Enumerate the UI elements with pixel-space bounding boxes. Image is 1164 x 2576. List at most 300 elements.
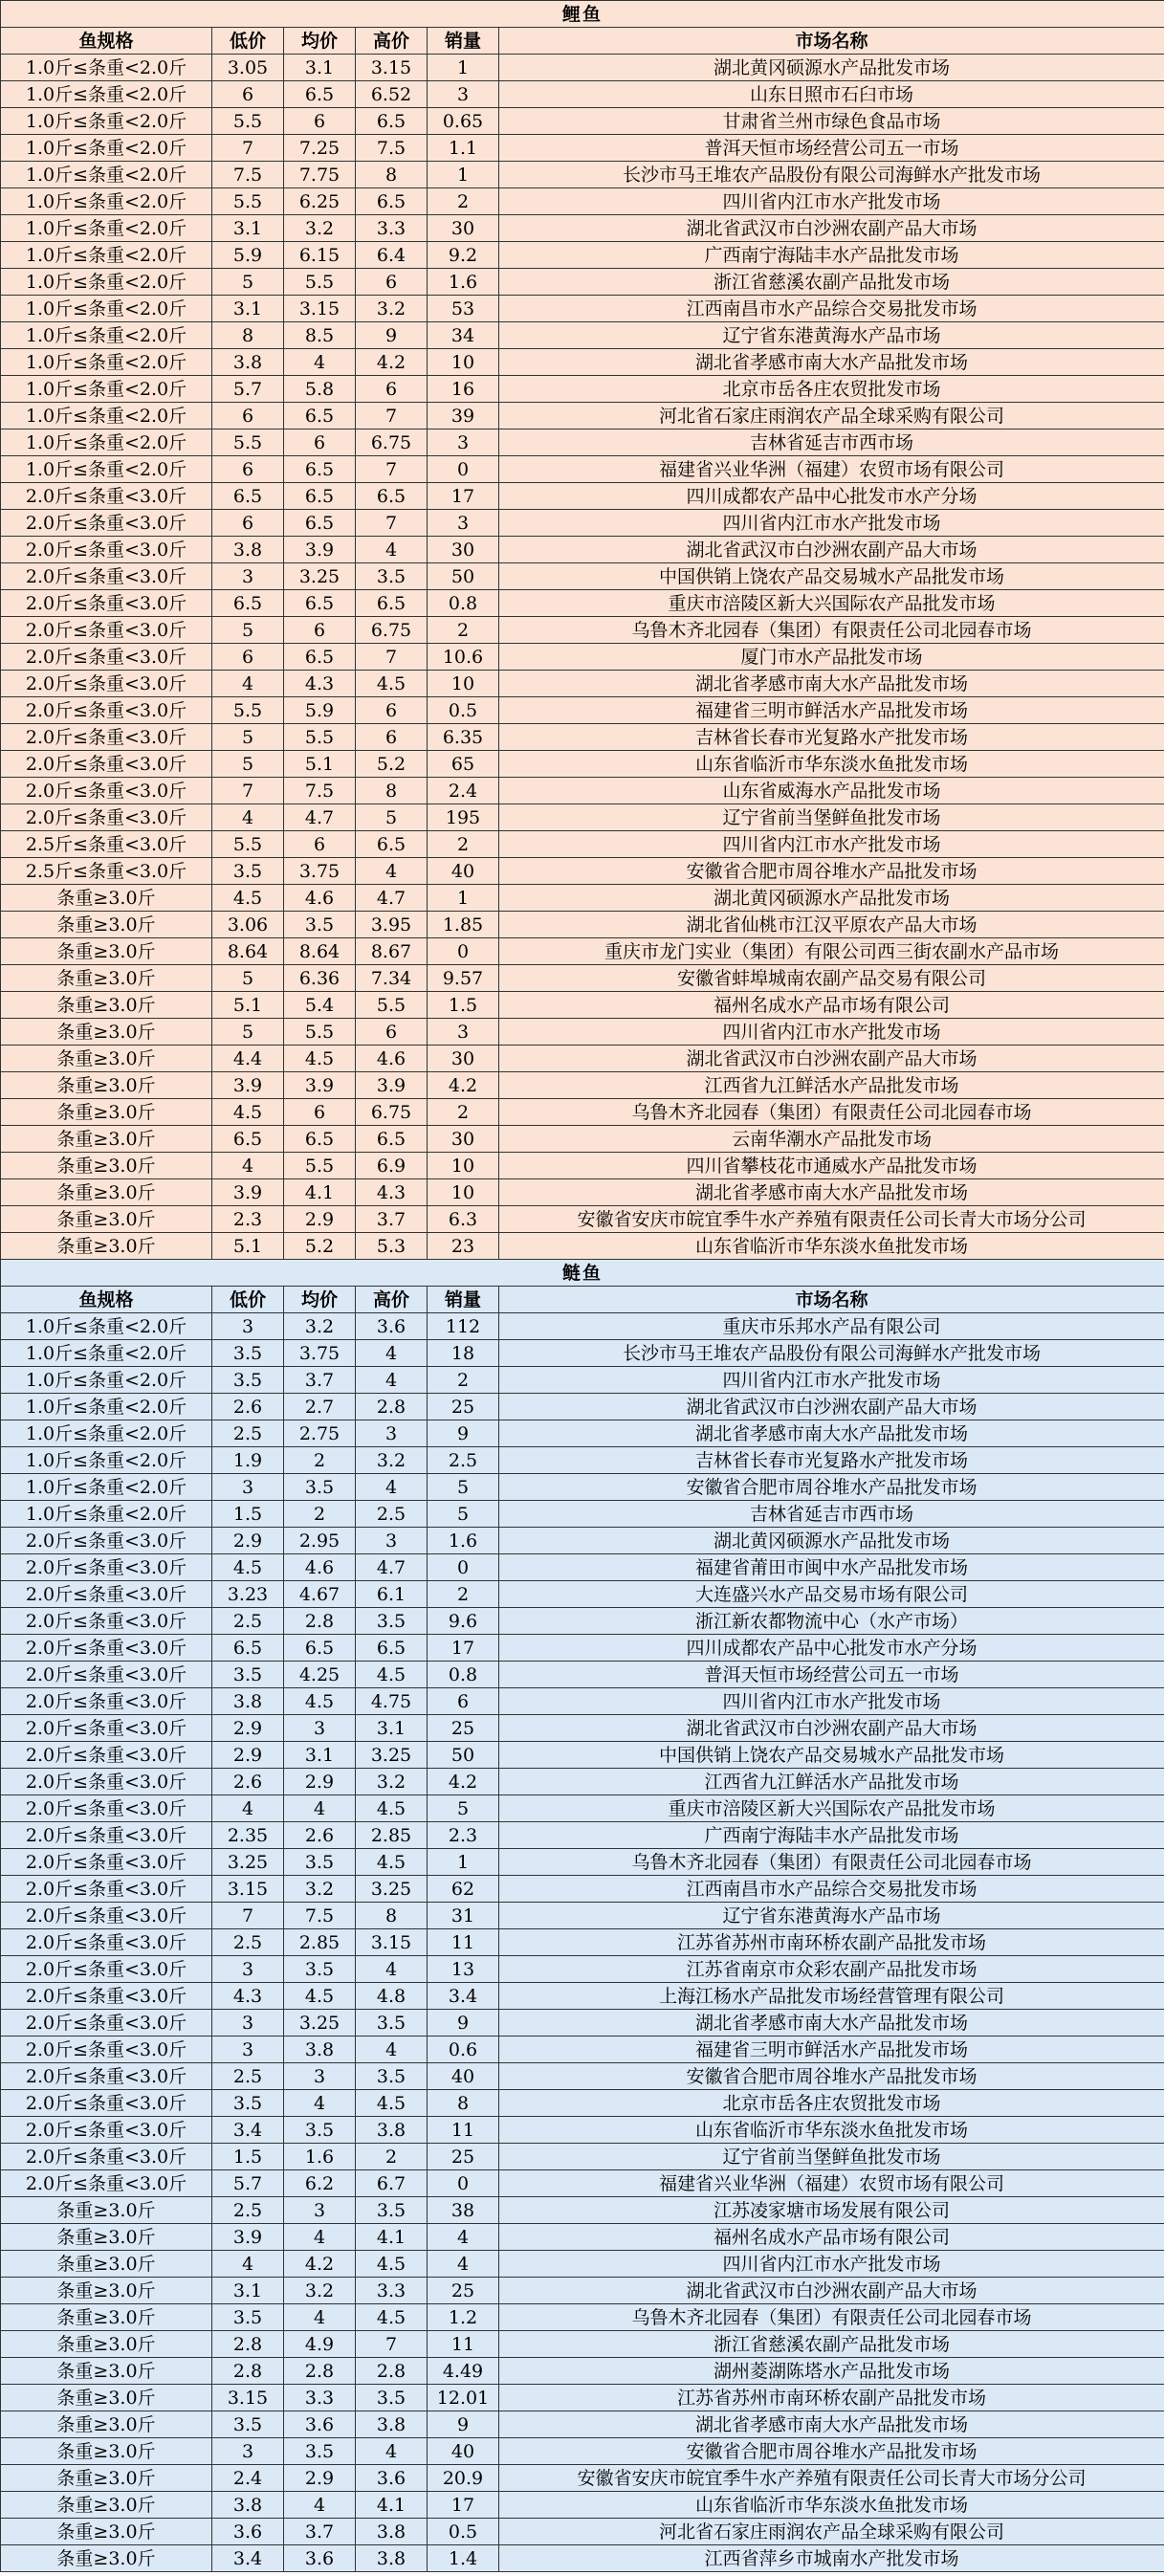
volume-cell: 62 — [428, 1876, 499, 1903]
high-price-cell: 3.2 — [356, 296, 428, 322]
high-price-cell: 5.3 — [356, 1233, 428, 1260]
high-price-cell: 3.15 — [356, 55, 428, 81]
spec-cell: 2.0斤≤条重<3.0斤 — [1, 2170, 212, 2197]
high-price-cell: 3.6 — [356, 1313, 428, 1340]
avg-price-cell: 7.75 — [284, 162, 356, 188]
high-price-cell: 6.75 — [356, 617, 428, 644]
avg-price-cell: 2.9 — [284, 1206, 356, 1233]
market-name-cell: 湖北省仙桃市江汉平原农产品大市场 — [499, 912, 1164, 938]
low-price-cell: 4 — [212, 804, 284, 831]
spec-cell: 2.0斤≤条重<3.0斤 — [1, 1528, 212, 1554]
high-price-cell: 3.5 — [356, 563, 428, 590]
avg-price-cell: 3.15 — [284, 296, 356, 322]
avg-price-cell: 6 — [284, 831, 356, 858]
table-row — [1, 1099, 1164, 1126]
table-row — [1, 617, 1164, 644]
market-name-cell: 河北省石家庄雨润农产品全球采购有限公司 — [499, 403, 1164, 429]
high-price-cell: 3.6 — [356, 2465, 428, 2492]
spec-cell: 2.0斤≤条重<3.0斤 — [1, 1795, 212, 1822]
table-row — [1, 322, 1164, 349]
spec-cell: 条重≥3.0斤 — [1, 2545, 212, 2572]
volume-cell: 0 — [428, 2170, 499, 2197]
high-price-cell: 3.5 — [356, 2197, 428, 2224]
low-price-cell: 3 — [212, 2037, 284, 2063]
high-price-cell: 6.7 — [356, 2170, 428, 2197]
spec-cell: 2.0斤≤条重<3.0斤 — [1, 1822, 212, 1849]
volume-cell: 4 — [428, 2224, 499, 2251]
spec-cell: 2.0斤≤条重<3.0斤 — [1, 1876, 212, 1903]
volume-cell: 2.5 — [428, 1447, 499, 1474]
spec-cell: 1.0斤≤条重<2.0斤 — [1, 349, 212, 376]
table-row — [1, 2438, 1164, 2465]
table-row — [1, 188, 1164, 215]
avg-price-cell: 4.9 — [284, 2331, 356, 2358]
low-price-header: 低价 — [212, 28, 284, 55]
volume-cell: 25 — [428, 2278, 499, 2304]
table-row — [1, 1929, 1164, 1956]
volume-cell: 6.35 — [428, 724, 499, 751]
table-row — [1, 2224, 1164, 2251]
avg-price-cell: 3 — [284, 2197, 356, 2224]
market-name-cell: 安徽省合肥市周谷堆水产品批发市场 — [499, 858, 1164, 885]
market-name-cell: 乌鲁木齐北园春（集团）有限责任公司北园春市场 — [499, 2304, 1164, 2331]
avg-price-cell: 3.9 — [284, 1072, 356, 1099]
spec-cell: 条重≥3.0斤 — [1, 1153, 212, 1179]
table-row — [1, 2090, 1164, 2117]
high-price-cell: 6 — [356, 376, 428, 403]
avg-price-cell: 2.9 — [284, 1769, 356, 1795]
spec-cell: 条重≥3.0斤 — [1, 1099, 212, 1126]
high-price-cell: 3 — [356, 1528, 428, 1554]
volume-cell: 4.2 — [428, 1769, 499, 1795]
market-name-cell: 湖北黄冈硕源水产品批发市场 — [499, 1528, 1164, 1554]
volume-cell: 0.6 — [428, 2037, 499, 2063]
volume-cell: 12.01 — [428, 2385, 499, 2411]
low-price-cell: 6 — [212, 510, 284, 537]
volume-cell: 20.9 — [428, 2465, 499, 2492]
market-name-cell: 湖北省孝感市南大水产品批发市场 — [499, 1420, 1164, 1447]
spec-cell: 1.0斤≤条重<2.0斤 — [1, 296, 212, 322]
spec-cell: 条重≥3.0斤 — [1, 1019, 212, 1046]
market-name-cell: 湖北省孝感市南大水产品批发市场 — [499, 671, 1164, 697]
low-price-cell: 5.7 — [212, 2170, 284, 2197]
market-name-cell: 广西南宁海陆丰水产品批发市场 — [499, 242, 1164, 269]
market-name-cell: 安徽省合肥市周谷堆水产品批发市场 — [499, 2438, 1164, 2465]
volume-cell: 1 — [428, 885, 499, 912]
market-name-cell: 山东省临沂市华东淡水鱼批发市场 — [499, 1233, 1164, 1260]
low-price-cell: 7 — [212, 1903, 284, 1929]
avg-price-cell: 3.1 — [284, 1742, 356, 1769]
table-row — [1, 590, 1164, 617]
market-name-cell: 吉林省长春市光复路水产批发市场 — [499, 724, 1164, 751]
high-price-header: 高价 — [356, 1287, 428, 1313]
market-name-cell: 上海江杨水产品批发市场经营管理有限公司 — [499, 1983, 1164, 2010]
avg-price-cell: 3.7 — [284, 2519, 356, 2545]
market-name-cell: 安徽省蚌埠城南农副产品交易有限公司 — [499, 965, 1164, 992]
table-row — [1, 1635, 1164, 1662]
market-name-cell: 乌鲁木齐北园春（集团）有限责任公司北园春市场 — [499, 1099, 1164, 1126]
low-price-cell: 6.5 — [212, 590, 284, 617]
spec-cell: 2.0斤≤条重<3.0斤 — [1, 697, 212, 724]
volume-cell: 1 — [428, 55, 499, 81]
avg-price-cell: 4.7 — [284, 804, 356, 831]
avg-price-cell: 6.5 — [284, 81, 356, 108]
avg-price-cell: 3.6 — [284, 2411, 356, 2438]
avg-price-cell: 2.9 — [284, 2465, 356, 2492]
high-price-cell: 4 — [356, 1956, 428, 1983]
volume-header: 销量 — [428, 1287, 499, 1313]
avg-price-cell: 5.5 — [284, 1019, 356, 1046]
market-name-cell: 福建省莆田市闽中水产品批发市场 — [499, 1554, 1164, 1581]
market-name-cell: 安徽省合肥市周谷堆水产品批发市场 — [499, 2063, 1164, 2090]
table-row — [1, 2358, 1164, 2385]
volume-cell: 1.6 — [428, 1528, 499, 1554]
high-price-cell: 5 — [356, 804, 428, 831]
avg-price-cell: 3.5 — [284, 2438, 356, 2465]
high-price-cell: 6.5 — [356, 483, 428, 510]
volume-cell: 1.1 — [428, 135, 499, 162]
market-name-cell: 普洱天恒市场经营公司五一市场 — [499, 1662, 1164, 1688]
volume-cell: 9.6 — [428, 1608, 499, 1635]
low-price-cell: 3.5 — [212, 1340, 284, 1367]
low-price-cell: 3 — [212, 1474, 284, 1501]
spec-cell: 1.0斤≤条重<2.0斤 — [1, 1420, 212, 1447]
high-price-cell: 7.5 — [356, 135, 428, 162]
avg-price-cell: 6 — [284, 429, 356, 456]
table-row — [1, 2037, 1164, 2063]
table-row — [1, 2251, 1164, 2278]
spec-cell: 条重≥3.0斤 — [1, 2465, 212, 2492]
table-row — [1, 2010, 1164, 2037]
table-row — [1, 2304, 1164, 2331]
avg-price-cell: 4 — [284, 349, 356, 376]
low-price-cell: 3.9 — [212, 1179, 284, 1206]
low-price-cell: 4 — [212, 671, 284, 697]
market-name-cell: 重庆市涪陵区新大兴国际农产品批发市场 — [499, 590, 1164, 617]
market-name-cell: 湖北省孝感市南大水产品批发市场 — [499, 2411, 1164, 2438]
market-name-cell: 福州名成水产品市场有限公司 — [499, 2224, 1164, 2251]
table-row — [1, 376, 1164, 403]
volume-cell: 2 — [428, 188, 499, 215]
volume-cell: 3 — [428, 510, 499, 537]
volume-cell: 9 — [428, 2411, 499, 2438]
avg-price-cell: 6.5 — [284, 1635, 356, 1662]
avg-price-cell: 4 — [284, 2492, 356, 2519]
market-name-cell: 湖北黄冈硕源水产品批发市场 — [499, 55, 1164, 81]
table-row — [1, 1126, 1164, 1153]
spec-cell: 1.0斤≤条重<2.0斤 — [1, 1447, 212, 1474]
high-price-cell: 4.1 — [356, 2224, 428, 2251]
low-price-cell: 2.5 — [212, 1420, 284, 1447]
market-name-cell: 安徽省安庆市皖宜季牛水产养殖有限责任公司长青大市场分公司 — [499, 2465, 1164, 2492]
table-row — [1, 2063, 1164, 2090]
high-price-cell: 6.5 — [356, 831, 428, 858]
spec-cell: 2.0斤≤条重<3.0斤 — [1, 644, 212, 671]
avg-price-cell: 3.7 — [284, 1367, 356, 1394]
silver-carp-section — [1, 1260, 1164, 2572]
table-row — [1, 1769, 1164, 1795]
market-name-cell: 湖北省武汉市白沙洲农副产品大市场 — [499, 2278, 1164, 2304]
volume-cell: 30 — [428, 1126, 499, 1153]
high-price-cell: 3 — [356, 1420, 428, 1447]
table-row — [1, 1501, 1164, 1528]
table-row — [1, 2170, 1164, 2197]
spec-cell: 2.0斤≤条重<3.0斤 — [1, 2090, 212, 2117]
volume-cell: 1.6 — [428, 269, 499, 296]
table-row — [1, 215, 1164, 242]
spec-cell: 2.0斤≤条重<3.0斤 — [1, 804, 212, 831]
table-row — [1, 1528, 1164, 1554]
avg-price-cell: 3.5 — [284, 1849, 356, 1876]
spec-cell: 1.0斤≤条重<2.0斤 — [1, 1474, 212, 1501]
carp-section — [1, 1, 1164, 1260]
spec-cell: 2.0斤≤条重<3.0斤 — [1, 1903, 212, 1929]
spec-cell: 1.0斤≤条重<2.0斤 — [1, 135, 212, 162]
low-price-cell: 2.8 — [212, 2331, 284, 2358]
low-price-cell: 2.6 — [212, 1394, 284, 1420]
avg-price-cell: 7.5 — [284, 778, 356, 804]
market-name-cell: 江苏省苏州市南环桥农副产品批发市场 — [499, 2385, 1164, 2411]
market-name-cell: 中国供销上饶农产品交易城水产品批发市场 — [499, 1742, 1164, 1769]
avg-price-cell: 3 — [284, 2063, 356, 2090]
avg-price-cell: 3.9 — [284, 537, 356, 563]
table-row — [1, 1394, 1164, 1420]
high-price-cell: 3.8 — [356, 2411, 428, 2438]
high-price-cell: 4.5 — [356, 1849, 428, 1876]
low-price-cell: 6 — [212, 644, 284, 671]
low-price-cell: 3.5 — [212, 2411, 284, 2438]
volume-cell: 23 — [428, 1233, 499, 1260]
spec-cell: 1.0斤≤条重<2.0斤 — [1, 269, 212, 296]
spec-cell: 2.0斤≤条重<3.0斤 — [1, 1581, 212, 1608]
market-name-cell: 重庆市乐邦水产品有限公司 — [499, 1313, 1164, 1340]
high-price-cell: 6.5 — [356, 188, 428, 215]
spec-cell: 2.0斤≤条重<3.0斤 — [1, 1554, 212, 1581]
table-row — [1, 2331, 1164, 2358]
spec-cell: 2.0斤≤条重<3.0斤 — [1, 1956, 212, 1983]
low-price-cell: 1.5 — [212, 1501, 284, 1528]
avg-price-cell: 1.6 — [284, 2144, 356, 2170]
avg-price-cell: 6.5 — [284, 1126, 356, 1153]
low-price-cell: 1.5 — [212, 2144, 284, 2170]
market-name-cell: 福建省兴业华洲（福建）农贸市场有限公司 — [499, 456, 1164, 483]
avg-price-cell: 4.2 — [284, 2251, 356, 2278]
low-price-cell: 3.1 — [212, 215, 284, 242]
low-price-cell: 3.4 — [212, 2117, 284, 2144]
spec-cell: 1.0斤≤条重<2.0斤 — [1, 215, 212, 242]
low-price-cell: 6 — [212, 403, 284, 429]
high-price-cell: 6.52 — [356, 81, 428, 108]
spec-cell: 条重≥3.0斤 — [1, 1126, 212, 1153]
market-name-header: 市场名称 — [499, 1287, 1164, 1313]
low-price-cell: 5.5 — [212, 831, 284, 858]
spec-cell: 2.0斤≤条重<3.0斤 — [1, 2063, 212, 2090]
market-name-cell: 湖北省武汉市白沙洲农副产品大市场 — [499, 537, 1164, 563]
low-price-cell: 2.5 — [212, 2197, 284, 2224]
low-price-cell: 2.3 — [212, 1206, 284, 1233]
spec-cell: 2.0斤≤条重<3.0斤 — [1, 1849, 212, 1876]
market-name-cell: 河北省石家庄雨润农产品全球采购有限公司 — [499, 2519, 1164, 2545]
high-price-cell: 3.3 — [356, 215, 428, 242]
avg-price-cell: 3.5 — [284, 912, 356, 938]
market-name-cell: 北京市岳各庄农贸批发市场 — [499, 2090, 1164, 2117]
spec-cell: 2.5斤≤条重<3.0斤 — [1, 831, 212, 858]
avg-price-cell: 2 — [284, 1501, 356, 1528]
market-name-cell: 吉林省延吉市西市场 — [499, 1501, 1164, 1528]
spec-cell: 2.0斤≤条重<3.0斤 — [1, 778, 212, 804]
table-row — [1, 2545, 1164, 2572]
high-price-cell: 3.25 — [356, 1876, 428, 1903]
low-price-cell: 5 — [212, 751, 284, 778]
high-price-cell: 5.2 — [356, 751, 428, 778]
market-name-cell: 辽宁省东港黄海水产品市场 — [499, 1903, 1164, 1929]
volume-cell: 65 — [428, 751, 499, 778]
table-row — [1, 1072, 1164, 1099]
spec-cell: 2.0斤≤条重<3.0斤 — [1, 1929, 212, 1956]
low-price-cell: 3 — [212, 2438, 284, 2465]
volume-cell: 195 — [428, 804, 499, 831]
table-row — [1, 1153, 1164, 1179]
market-name-cell: 浙江省慈溪农副产品批发市场 — [499, 2331, 1164, 2358]
volume-cell: 10.6 — [428, 644, 499, 671]
spec-cell: 条重≥3.0斤 — [1, 912, 212, 938]
low-price-cell: 2.9 — [212, 1528, 284, 1554]
low-price-cell: 5 — [212, 617, 284, 644]
market-name-cell: 四川省攀枝花市通威水产品批发市场 — [499, 1153, 1164, 1179]
low-price-cell: 3 — [212, 563, 284, 590]
high-price-cell: 3.7 — [356, 1206, 428, 1233]
table-row — [1, 1581, 1164, 1608]
volume-cell: 3 — [428, 81, 499, 108]
table-row — [1, 1233, 1164, 1260]
volume-cell: 2 — [428, 831, 499, 858]
avg-price-cell: 6.2 — [284, 2170, 356, 2197]
low-price-cell: 3.15 — [212, 2385, 284, 2411]
avg-price-cell: 3.75 — [284, 1340, 356, 1367]
low-price-cell: 6.5 — [212, 1126, 284, 1153]
high-price-cell: 3.5 — [356, 2010, 428, 2037]
table-row — [1, 162, 1164, 188]
avg-price-cell: 4.25 — [284, 1662, 356, 1688]
avg-price-cell: 5.2 — [284, 1233, 356, 1260]
spec-cell: 2.0斤≤条重<3.0斤 — [1, 724, 212, 751]
high-price-cell: 4.5 — [356, 1795, 428, 1822]
high-price-cell: 3.5 — [356, 2385, 428, 2411]
volume-cell: 0.8 — [428, 1662, 499, 1688]
volume-cell: 17 — [428, 1635, 499, 1662]
avg-price-cell: 4 — [284, 2224, 356, 2251]
table-row — [1, 724, 1164, 751]
market-name-cell: 山东省临沂市华东淡水鱼批发市场 — [499, 751, 1164, 778]
low-price-cell: 2.9 — [212, 1742, 284, 1769]
avg-price-cell: 4.5 — [284, 1688, 356, 1715]
high-price-cell: 7 — [356, 403, 428, 429]
volume-cell: 5 — [428, 1474, 499, 1501]
market-name-cell: 江西省萍乡市城南水产批发市场 — [499, 2545, 1164, 2572]
volume-cell: 39 — [428, 403, 499, 429]
volume-cell: 0.5 — [428, 697, 499, 724]
spec-cell: 2.0斤≤条重<3.0斤 — [1, 2037, 212, 2063]
low-price-cell: 4.5 — [212, 885, 284, 912]
table-row — [1, 108, 1164, 135]
high-price-cell: 4.3 — [356, 1179, 428, 1206]
spec-header: 鱼规格 — [1, 1287, 212, 1313]
avg-price-cell: 4 — [284, 2090, 356, 2117]
market-name-cell: 山东省威海水产品批发市场 — [499, 778, 1164, 804]
low-price-cell: 5.5 — [212, 188, 284, 215]
spec-cell: 2.0斤≤条重<3.0斤 — [1, 1688, 212, 1715]
spec-cell: 条重≥3.0斤 — [1, 2251, 212, 2278]
market-name-cell: 湖北省孝感市南大水产品批发市场 — [499, 349, 1164, 376]
low-price-cell: 7.5 — [212, 162, 284, 188]
market-name-cell: 湖北黄冈硕源水产品批发市场 — [499, 885, 1164, 912]
low-price-cell: 4 — [212, 1795, 284, 1822]
spec-cell: 1.0斤≤条重<2.0斤 — [1, 322, 212, 349]
table-row — [1, 938, 1164, 965]
avg-price-cell: 3.1 — [284, 55, 356, 81]
table-row — [1, 671, 1164, 697]
avg-price-cell: 3 — [284, 1715, 356, 1742]
high-price-cell: 4.75 — [356, 1688, 428, 1715]
high-price-cell: 4.5 — [356, 2304, 428, 2331]
low-price-cell: 2.35 — [212, 1822, 284, 1849]
low-price-cell: 4.5 — [212, 1554, 284, 1581]
low-price-cell: 3.23 — [212, 1581, 284, 1608]
volume-cell: 18 — [428, 1340, 499, 1367]
low-price-cell: 3.5 — [212, 2304, 284, 2331]
spec-cell: 条重≥3.0斤 — [1, 2304, 212, 2331]
table-row — [1, 1688, 1164, 1715]
avg-price-header: 均价 — [284, 28, 356, 55]
spec-cell: 条重≥3.0斤 — [1, 965, 212, 992]
high-price-cell: 2.8 — [356, 1394, 428, 1420]
volume-cell: 4.2 — [428, 1072, 499, 1099]
avg-price-cell: 2.6 — [284, 1822, 356, 1849]
low-price-cell: 5.1 — [212, 1233, 284, 1260]
spec-cell: 2.0斤≤条重<3.0斤 — [1, 537, 212, 563]
spec-cell: 条重≥3.0斤 — [1, 2358, 212, 2385]
table-row — [1, 429, 1164, 456]
low-price-header: 低价 — [212, 1287, 284, 1313]
high-price-cell: 3.8 — [356, 2545, 428, 2572]
high-price-cell: 6 — [356, 1019, 428, 1046]
market-name-cell: 四川省内江市水产批发市场 — [499, 510, 1164, 537]
avg-price-header: 均价 — [284, 1287, 356, 1313]
volume-cell: 40 — [428, 858, 499, 885]
avg-price-cell: 5.5 — [284, 269, 356, 296]
low-price-cell: 6.5 — [212, 1635, 284, 1662]
market-name-cell: 四川省内江市水产批发市场 — [499, 2251, 1164, 2278]
table-row — [1, 1662, 1164, 1688]
spec-cell: 2.0斤≤条重<3.0斤 — [1, 671, 212, 697]
market-name-cell: 四川成都农产品中心批发市水产分场 — [499, 1635, 1164, 1662]
low-price-cell: 3.9 — [212, 2224, 284, 2251]
high-price-cell: 9 — [356, 322, 428, 349]
spec-cell: 1.0斤≤条重<2.0斤 — [1, 162, 212, 188]
high-price-cell: 3.5 — [356, 1608, 428, 1635]
spec-cell: 条重≥3.0斤 — [1, 2278, 212, 2304]
volume-cell: 3 — [428, 1019, 499, 1046]
market-name-cell: 福州名成水产品市场有限公司 — [499, 992, 1164, 1019]
avg-price-cell: 4.3 — [284, 671, 356, 697]
avg-price-cell: 2.95 — [284, 1528, 356, 1554]
market-name-cell: 厦门市水产品批发市场 — [499, 644, 1164, 671]
low-price-cell: 3.1 — [212, 296, 284, 322]
avg-price-cell: 6 — [284, 1099, 356, 1126]
volume-cell: 1.2 — [428, 2304, 499, 2331]
market-name-cell: 浙江新农都物流中心（水产市场） — [499, 1608, 1164, 1635]
spec-cell: 条重≥3.0斤 — [1, 2331, 212, 2358]
